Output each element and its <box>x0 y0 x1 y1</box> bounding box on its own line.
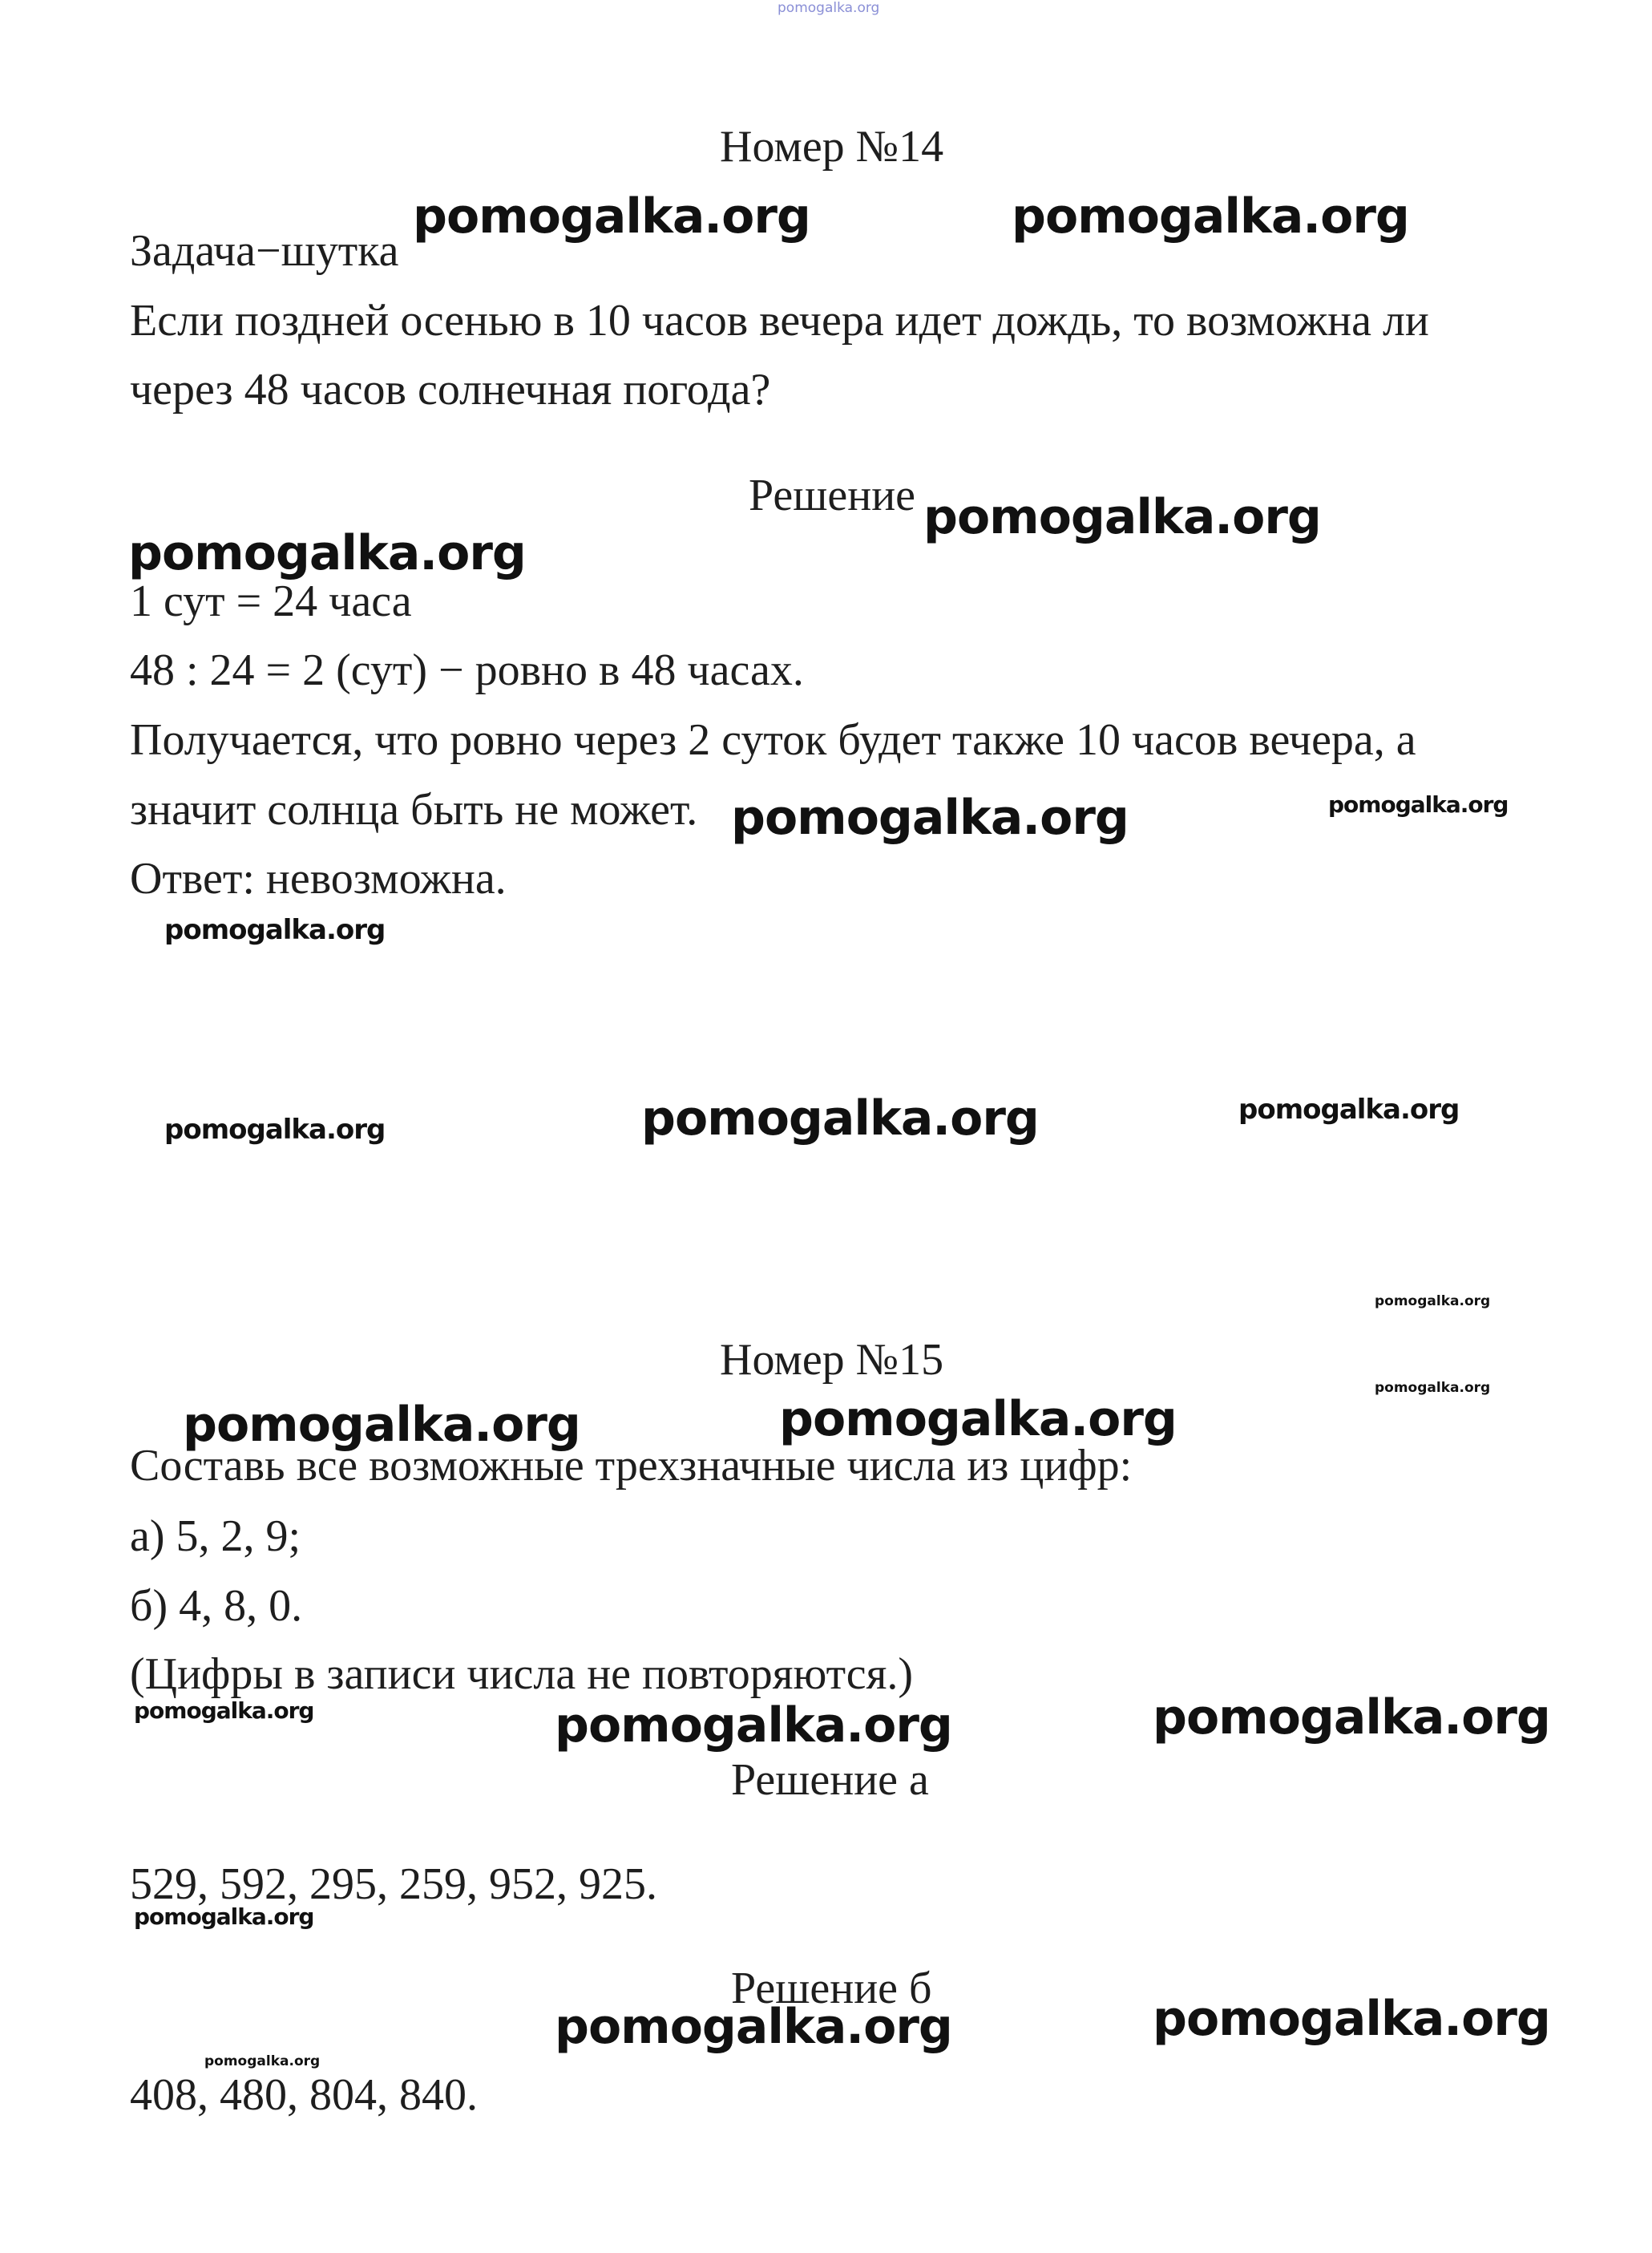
watermark: pomogalka.org <box>128 525 526 581</box>
watermark: pomogalka.org <box>413 188 810 245</box>
problem-15-solution-a: 529, 592, 295, 259, 952, 925. <box>130 1859 657 1909</box>
watermark: pomogalka.org <box>1153 1689 1550 1745</box>
problem-14-question-line-1: Если поздней осенью в 10 часов вечера идет дождь, то возможна ли <box>130 296 1429 346</box>
watermark: pomogalka.org <box>1012 188 1409 245</box>
watermark: pomogalka.org <box>134 1697 314 1724</box>
problem-14-title: Номер №14 <box>720 122 944 172</box>
watermark: pomogalka.org <box>1375 1380 1491 1396</box>
watermark: pomogalka.org <box>1328 791 1509 818</box>
problem-14-answer: Ответ: невозможна. <box>130 854 507 904</box>
watermark: pomogalka.org <box>779 1391 1177 1447</box>
problem-15-title: Номер №15 <box>720 1335 944 1385</box>
problem-15-note: (Цифры в записи числа не повторяются.) <box>130 1649 914 1699</box>
problem-15-solution-b: 408, 480, 804, 840. <box>130 2070 478 2120</box>
watermark: pomogalka.org <box>204 2053 321 2069</box>
watermark: pomogalka.org <box>164 914 386 946</box>
watermark: pomogalka.org <box>555 1999 952 2055</box>
problem-15-option-a: а) 5, 2, 9; <box>130 1511 301 1561</box>
watermark: pomogalka.org <box>134 1903 314 1930</box>
watermark: pomogalka.org <box>555 1697 952 1753</box>
problem-14-subtitle: Задача−шутка <box>130 226 399 276</box>
problem-14-question-line-2: через 48 часов солнечная погода? <box>130 365 771 415</box>
watermark: pomogalka.org <box>164 1114 386 1146</box>
watermark: pomogalka.org <box>731 790 1129 846</box>
problem-15-option-b: б) 4, 8, 0. <box>130 1581 303 1631</box>
problem-14-solution-line-1: 1 сут = 24 часа <box>130 576 412 626</box>
watermark: pomogalka.org <box>641 1090 1039 1147</box>
problem-15-task: Составь все возможные трехзначные числа из цифр: <box>130 1441 1133 1491</box>
problem-15-solution-a-heading: Решение а <box>731 1755 929 1805</box>
watermark: pomogalka.org <box>1375 1293 1491 1309</box>
watermark: pomogalka.org <box>923 489 1321 545</box>
header-watermark: pomogalka.org <box>778 0 880 16</box>
problem-15-solution-b-heading: Решение б <box>731 1964 932 2013</box>
problem-14-solution-line-2: 48 : 24 = 2 (сут) − ровно в 48 часах. <box>130 645 804 695</box>
watermark: pomogalka.org <box>1153 1991 1550 2047</box>
problem-14-solution-heading: Решение <box>749 471 916 520</box>
watermark: pomogalka.org <box>183 1397 580 1453</box>
problem-14-solution-line-4: значит солнца быть не может. <box>130 785 698 835</box>
problem-14-solution-line-3: Получается, что ровно через 2 суток будет также 10 часов вечера, а <box>130 715 1416 765</box>
watermark: pomogalka.org <box>1238 1094 1460 1126</box>
